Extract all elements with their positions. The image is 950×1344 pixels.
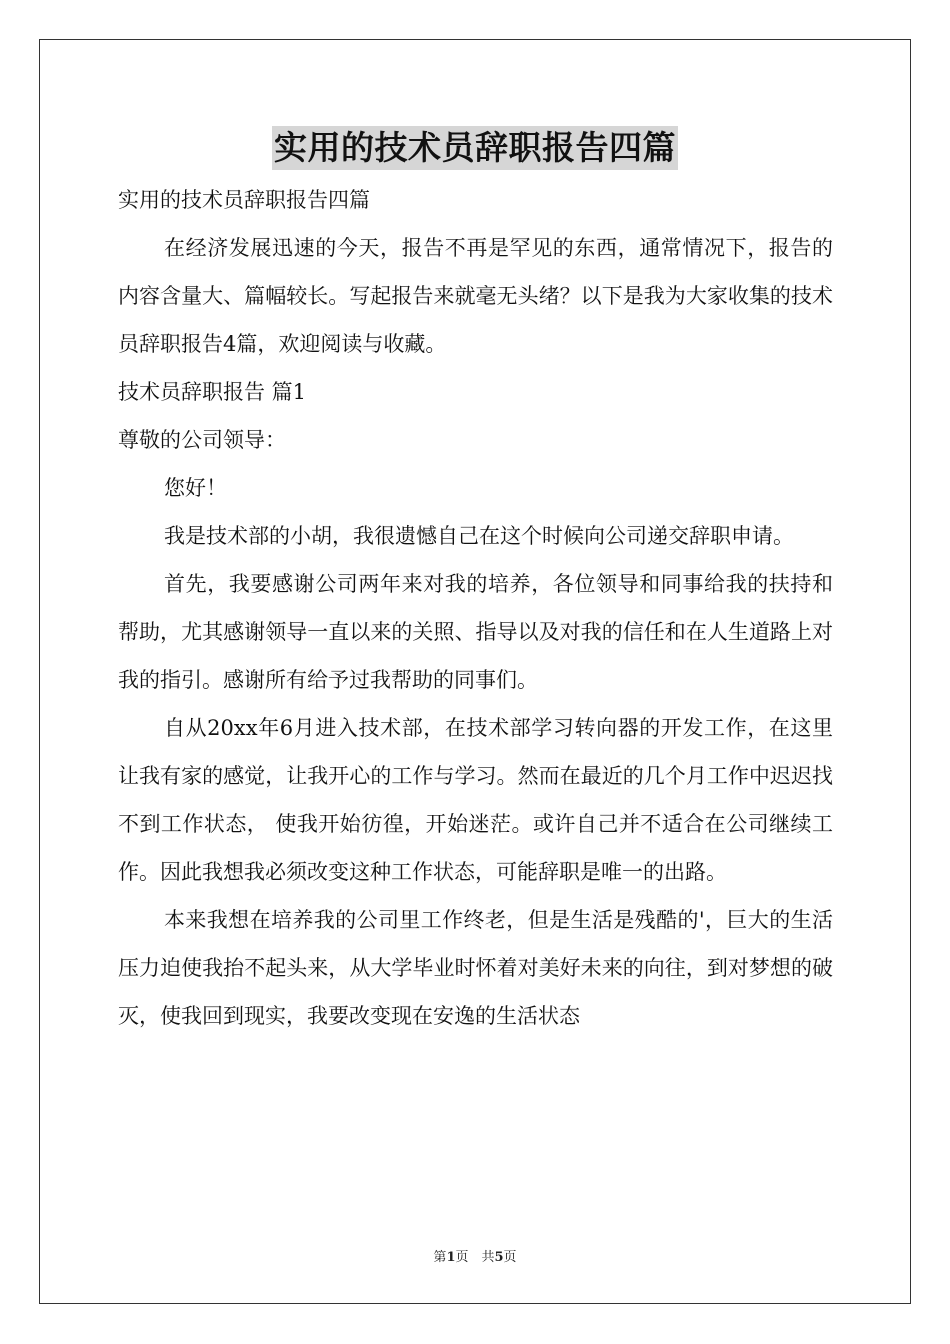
page-label-prefix: 第 [433,1250,447,1265]
paragraph-body: 本来我想在培养我的公司里工作终老，但是生活是残酷的'，巨大的生活压力迫使我抬不起头来，从大学毕业时怀着对美好未来的向往，到对梦想的破灭，使我回到现实，我要改变现在安逸的生活状态 [118,908,833,1028]
salutation: 尊敬的公司领导： [118,428,286,452]
section-heading: 技术员辞职报告 篇1 [118,380,307,404]
title-container [0,126,950,170]
current-page-number: 1 [446,1250,456,1265]
page-footer [0,1246,950,1265]
paragraph-body: 自从20xx年6月进入技术部，在技术部学习转向器的开发工作，在这里让我有家的感觉，让我开心的工作与学习。然而在最近的几个月工作中迟迟找不到工作状态， 使我开始彷徨，开始迷茫。或许自己并不适合在公司继续工作。因此我想我必须改变这种工作状态，可能辞职是唯一的出路。 [118,716,833,884]
paragraph-body: 首先，我要感谢公司两年来对我的培养，各位领导和同事给我的扶持和帮助，尤其感谢领导一直以来的关照、指导以及对我的信任和在人生道路上对我的指引。感谢所有给予过我帮助的同事们。 [118,572,833,692]
document-title: 实用的技术员辞职报告四篇 [272,126,678,170]
document-body [118,176,833,1040]
page-label-mid: 页 共 [455,1250,495,1265]
paragraph-subtitle: 实用的技术员辞职报告四篇 [118,188,370,212]
total-page-number: 5 [494,1250,504,1265]
paragraph-intro: 在经济发展迅速的今天，报告不再是罕见的东西，通常情况下，报告的内容含量大、篇幅较长。写起报告来就毫无头绪？以下是我为大家收集的技术员辞职报告4篇，欢迎阅读与收藏。 [118,236,833,356]
paragraph-body: 我是技术部的小胡，我很遗憾自己在这个时候向公司递交辞职申请。 [164,524,794,548]
page-label-suffix: 页 [503,1250,517,1265]
greeting: 您好！ [164,476,227,500]
